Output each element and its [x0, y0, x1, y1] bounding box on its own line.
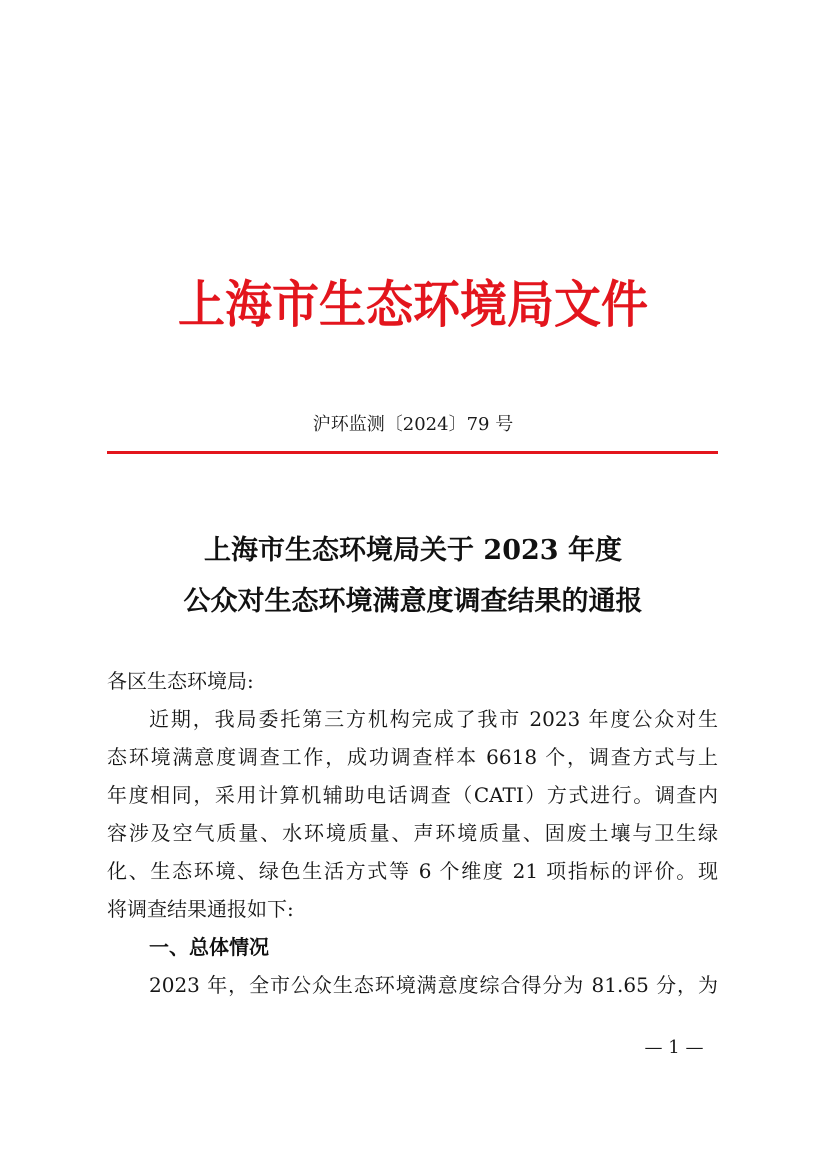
paragraph-1-line-4: 容涉及空气质量、水环境质量、声环境质量、固废土壤与卫生绿: [107, 821, 718, 845]
paragraph-1-line-2: 态环境满意度调查工作，成功调查样本 6618 个，调查方式与上: [107, 745, 718, 769]
document-number: 沪环监测〔2024〕79 号: [312, 414, 514, 435]
issuer-header-title: 上海市生态环境局文件: [178, 275, 648, 336]
document-body: [107, 662, 718, 1004]
red-separator-line: [107, 451, 718, 454]
document-title-line-2: 公众对生态环境满意度调查结果的通报: [183, 586, 643, 617]
paragraph-2-line-1: 2023 年，全市公众生态环境满意度综合得分为 81.65 分，为: [149, 973, 718, 997]
page-number: — 1 —: [644, 1037, 704, 1058]
paragraph-1-line-1: 近期，我局委托第三方机构完成了我市 2023 年度公众对生: [149, 707, 718, 731]
document-title-line-1: 上海市生态环境局关于 2023 年度: [204, 535, 622, 566]
salutation: 各区生态环境局:: [107, 669, 254, 693]
paragraph-1-line-6: 将调查结果通报如下:: [107, 897, 294, 921]
paragraph-1-line-3: 年度相同，采用计算机辅助电话调查（CATI）方式进行。调查内: [107, 783, 718, 807]
section-heading-overall: 一、总体情况: [149, 935, 269, 959]
paragraph-1-line-5: 化、生态环境、绿色生活方式等 6 个维度 21 项指标的评价。现: [107, 859, 718, 883]
